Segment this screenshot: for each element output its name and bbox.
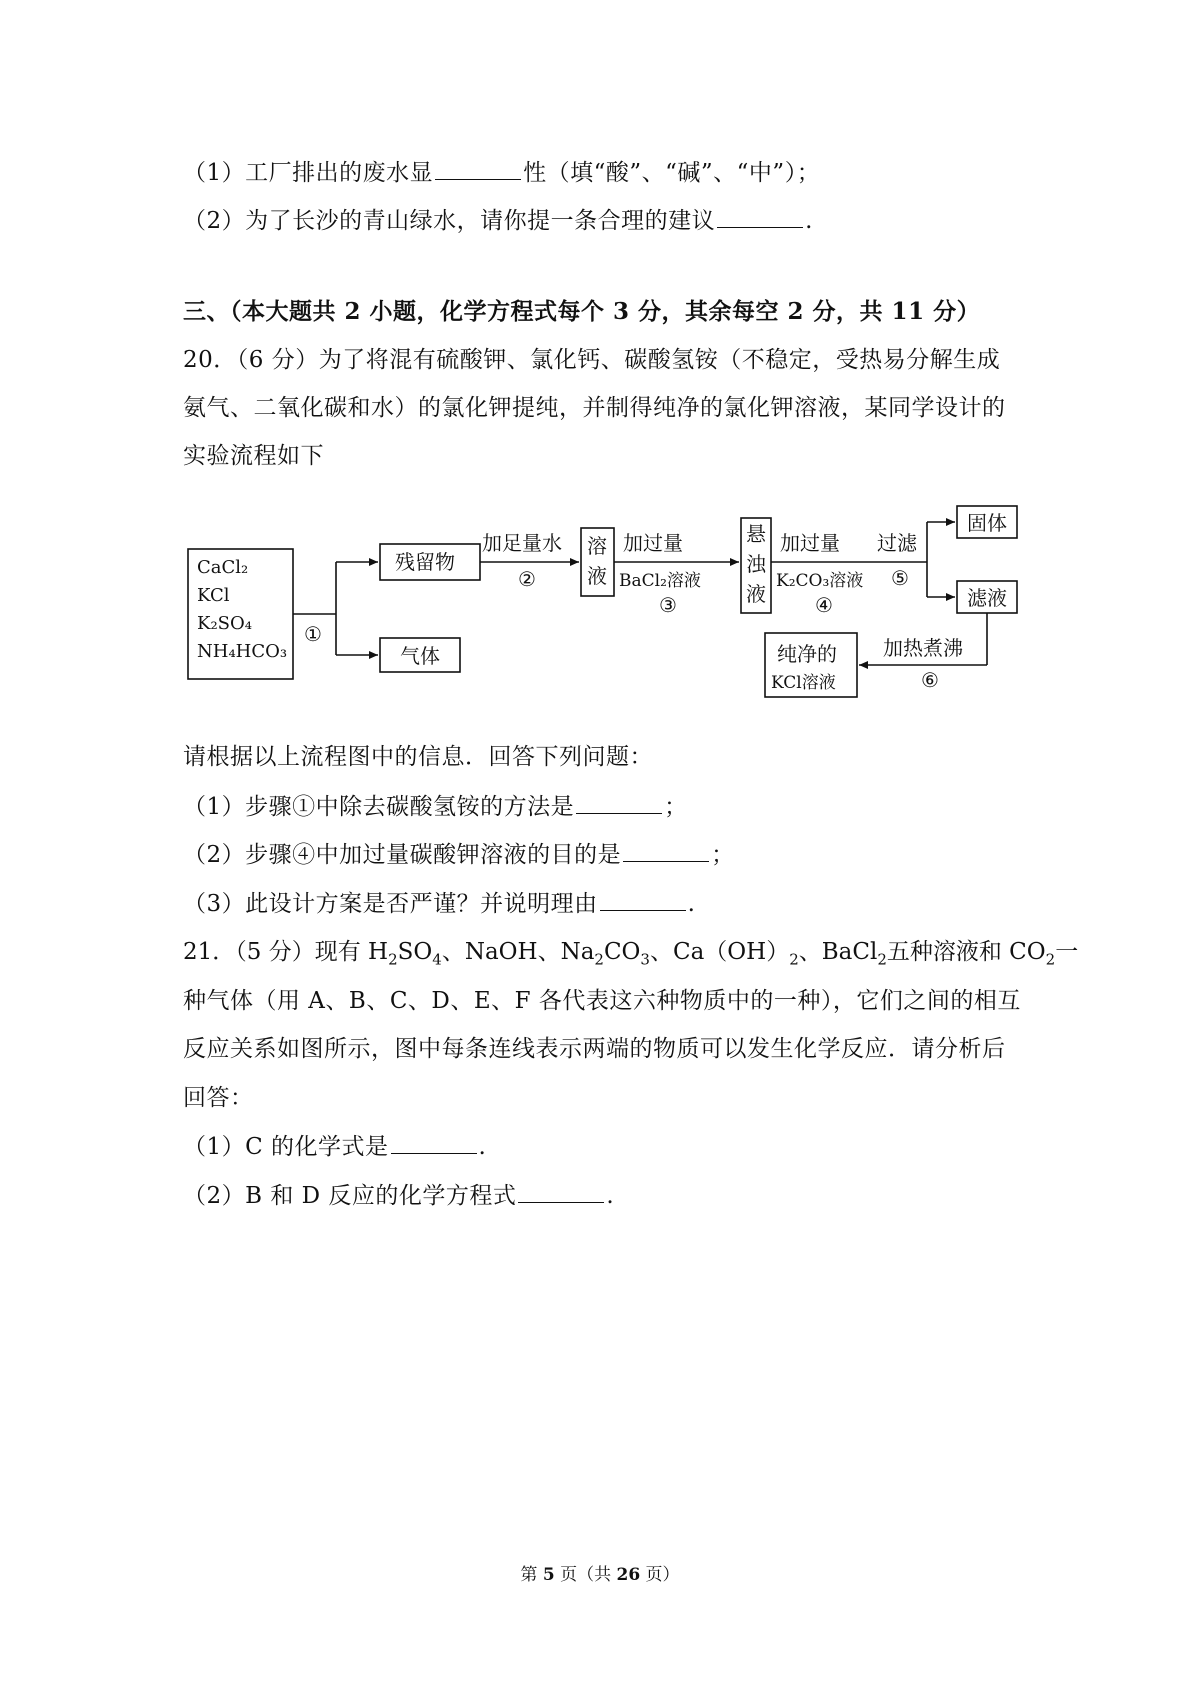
- step-1-marker: ①: [304, 622, 322, 646]
- step-3-reagent: BaCl₂溶液: [619, 571, 701, 591]
- answer-blank[interactable]: [435, 157, 521, 180]
- step-5-marker: ⑤: [891, 566, 909, 590]
- step-4-reagent: K₂CO₃溶液: [776, 571, 864, 591]
- step-2-label: 加足量水: [482, 531, 562, 555]
- step-4-label: 加过量: [780, 531, 840, 555]
- q19-part2: （2）为了长沙的青山绿水，请你提一条合理的建议 .: [183, 205, 813, 236]
- solution-char: 溶: [587, 534, 607, 558]
- suspension-char: 悬: [746, 522, 766, 546]
- q21-part1: （1）C 的化学式是 .: [183, 1131, 486, 1162]
- mix-item: NH₄HCO₃: [197, 641, 288, 662]
- section-3-heading: 三、（本大题共 2 小题，化学方程式每个 3 分，其余每空 2 分，共 11 分）: [183, 298, 981, 325]
- answer-blank[interactable]: [600, 888, 686, 911]
- step-4-marker: ④: [815, 593, 833, 617]
- step-2-marker: ②: [518, 567, 536, 591]
- mix-item: K₂SO₄: [197, 613, 252, 634]
- answer-blank[interactable]: [623, 839, 709, 862]
- product-label: KCl溶液: [771, 673, 836, 693]
- q20-part1: （1）步骤①中除去碳酸氢铵的方法是 ；: [183, 791, 688, 822]
- filtrate-label: 滤液: [967, 586, 1007, 610]
- step-6-marker: ⑥: [921, 668, 939, 692]
- page-footer: 第 5 页（共 26 页）: [520, 1565, 680, 1585]
- residue-label: 残留物: [395, 550, 455, 574]
- answer-blank[interactable]: [391, 1131, 477, 1154]
- answer-blank[interactable]: [576, 791, 662, 814]
- q21-part2: （2）B 和 D 反应的化学方程式 .: [183, 1180, 614, 1211]
- product-label: 纯净的: [777, 642, 837, 666]
- answer-blank[interactable]: [717, 205, 803, 228]
- page-total: 26: [616, 1565, 641, 1585]
- suspension-char: 浊: [746, 552, 766, 576]
- step-5-label: 过滤: [877, 531, 917, 555]
- mix-item: KCl: [197, 585, 230, 606]
- q21-intro-line-1: 21．（5 分）现有 $H_2SO_4$、NaOH、$Na_2CO_3$、$Ca(OH)_2$、BaCl$_2$五种溶液和 $CO_2$一: [183, 939, 1079, 969]
- q20-part2: （2）步骤④中加过量碳酸钾溶液的目的是 ；: [183, 839, 735, 870]
- q19-part1: （1）工厂排出的废水显 性（填“酸”、“碱”、“中”）；: [183, 157, 820, 188]
- suspension-char: 液: [746, 582, 766, 606]
- q20-intro-line-1: 20．（6 分）为了将混有硫酸钾、氯化钙、碳酸氢铵（不稳定，受热易分解生成: [183, 347, 1001, 373]
- q20-intro-line-2: 氨气、二氧化碳和水）的氯化钾提纯，并制得纯净的氯化钾溶液，某同学设计的: [183, 395, 1006, 421]
- q20-intro-line-3: 实验流程如下: [183, 443, 324, 469]
- q20-ask: 请根据以上流程图中的信息．回答下列问题：: [183, 744, 653, 770]
- page-number: 5: [542, 1565, 555, 1585]
- q21-intro-line-2: 种气体（用 A、B、C、D、E、F 各代表这六种物质中的一种），它们之间的相互: [183, 988, 1021, 1014]
- gas-label: 气体: [400, 644, 440, 668]
- q21-intro-line-4: 回答：: [183, 1085, 254, 1111]
- q21-intro-line-3: 反应关系如图所示，图中每条连线表示两端的物质可以发生化学反应．请分析后: [183, 1036, 1006, 1062]
- step-6-label: 加热煮沸: [883, 636, 963, 660]
- step-3-label: 加过量: [623, 531, 683, 555]
- experiment-flowchart: [183, 505, 1103, 720]
- mix-item: CaCl₂: [197, 557, 249, 578]
- q20-part3: （3）此设计方案是否严谨？并说明理由 .: [183, 888, 695, 919]
- solution-char: 液: [587, 564, 607, 588]
- answer-blank[interactable]: [518, 1180, 604, 1203]
- solid-label: 固体: [967, 511, 1007, 535]
- step-3-marker: ③: [659, 593, 677, 617]
